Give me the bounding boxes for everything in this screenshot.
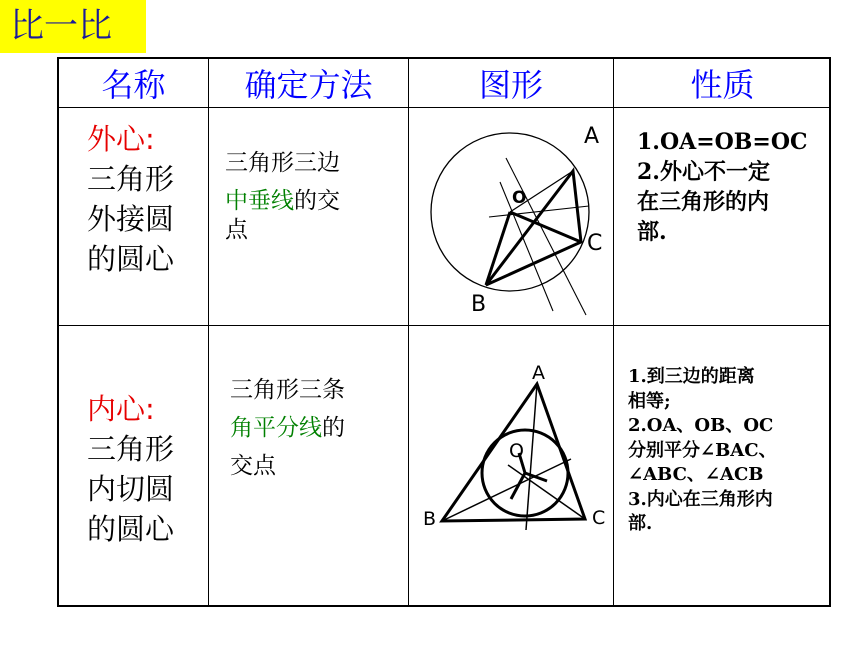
page-title: 比一比 xyxy=(0,0,146,53)
method-line xyxy=(230,409,345,447)
header-method: 确定方法 xyxy=(244,66,373,104)
name-line: 外接圆 xyxy=(87,202,175,236)
incenter-name xyxy=(87,389,174,549)
label-center-o: O xyxy=(512,188,527,208)
header-properties: 性质 xyxy=(690,66,755,104)
angle-bisector-a xyxy=(526,384,537,530)
segment-ob xyxy=(486,212,510,285)
property-line: 部. xyxy=(637,219,667,245)
header-figure: 图形 xyxy=(478,66,543,104)
property-line: ∠ABC、∠ACB xyxy=(628,464,764,485)
property-line: 2.OA、OB、OC xyxy=(628,415,774,436)
circumcenter-label: 外心: xyxy=(87,122,155,156)
column-divider xyxy=(408,59,409,605)
circumcircle-figure xyxy=(411,109,611,323)
label-vertex-a: A xyxy=(584,124,600,149)
name-line: 三角形 xyxy=(87,162,175,196)
property-line: 相等; xyxy=(628,390,671,412)
incenter-label: 内心: xyxy=(87,392,155,426)
property-line: 1.OA=OB=OC xyxy=(637,129,808,155)
incenter-properties xyxy=(628,365,777,537)
label-vertex-c: C xyxy=(587,231,603,256)
name-line: 内切圆 xyxy=(87,472,175,506)
label-vertex-b: B xyxy=(471,292,487,317)
comparison-table xyxy=(57,57,831,607)
method-highlight: 中垂线 xyxy=(225,188,294,214)
label-vertex-c: C xyxy=(592,507,606,529)
name-line: 三角形 xyxy=(87,432,175,466)
row-divider xyxy=(59,325,829,326)
name-line: 的圆心 xyxy=(87,512,175,546)
property-line: 在三角形的内 xyxy=(637,189,770,215)
circumcenter-method xyxy=(225,144,340,243)
column-divider xyxy=(208,59,209,605)
label-vertex-b: B xyxy=(423,508,437,530)
label-center-o: O xyxy=(509,440,524,462)
header-name: 名称 xyxy=(101,66,166,104)
property-line: 部. xyxy=(628,513,653,534)
property-line: 1.到三边的距离 xyxy=(628,366,755,387)
circumcenter-properties xyxy=(637,127,808,247)
method-line: 点 xyxy=(225,217,248,243)
column-divider xyxy=(613,59,614,605)
label-vertex-a: A xyxy=(532,362,545,384)
method-highlight: 角平分线 xyxy=(230,415,322,441)
method-line: 交点 xyxy=(230,453,276,479)
method-after: 的 xyxy=(322,415,345,441)
property-line: 3.内心在三角形内 xyxy=(628,488,773,510)
incircle-figure xyxy=(411,353,611,545)
method-line: 三角形三边 xyxy=(225,150,340,176)
name-line: 的圆心 xyxy=(87,242,175,276)
property-line: 2.外心不一定 xyxy=(637,159,770,185)
method-line xyxy=(225,182,340,220)
method-line: 三角形三条 xyxy=(230,377,345,403)
property-line: 分别平分∠BAC、 xyxy=(628,439,777,461)
incenter-method xyxy=(230,371,345,485)
triangle-abc xyxy=(486,171,581,285)
row-divider xyxy=(59,107,829,108)
circumcenter-name xyxy=(87,119,174,279)
method-after: 的交 xyxy=(294,188,340,214)
